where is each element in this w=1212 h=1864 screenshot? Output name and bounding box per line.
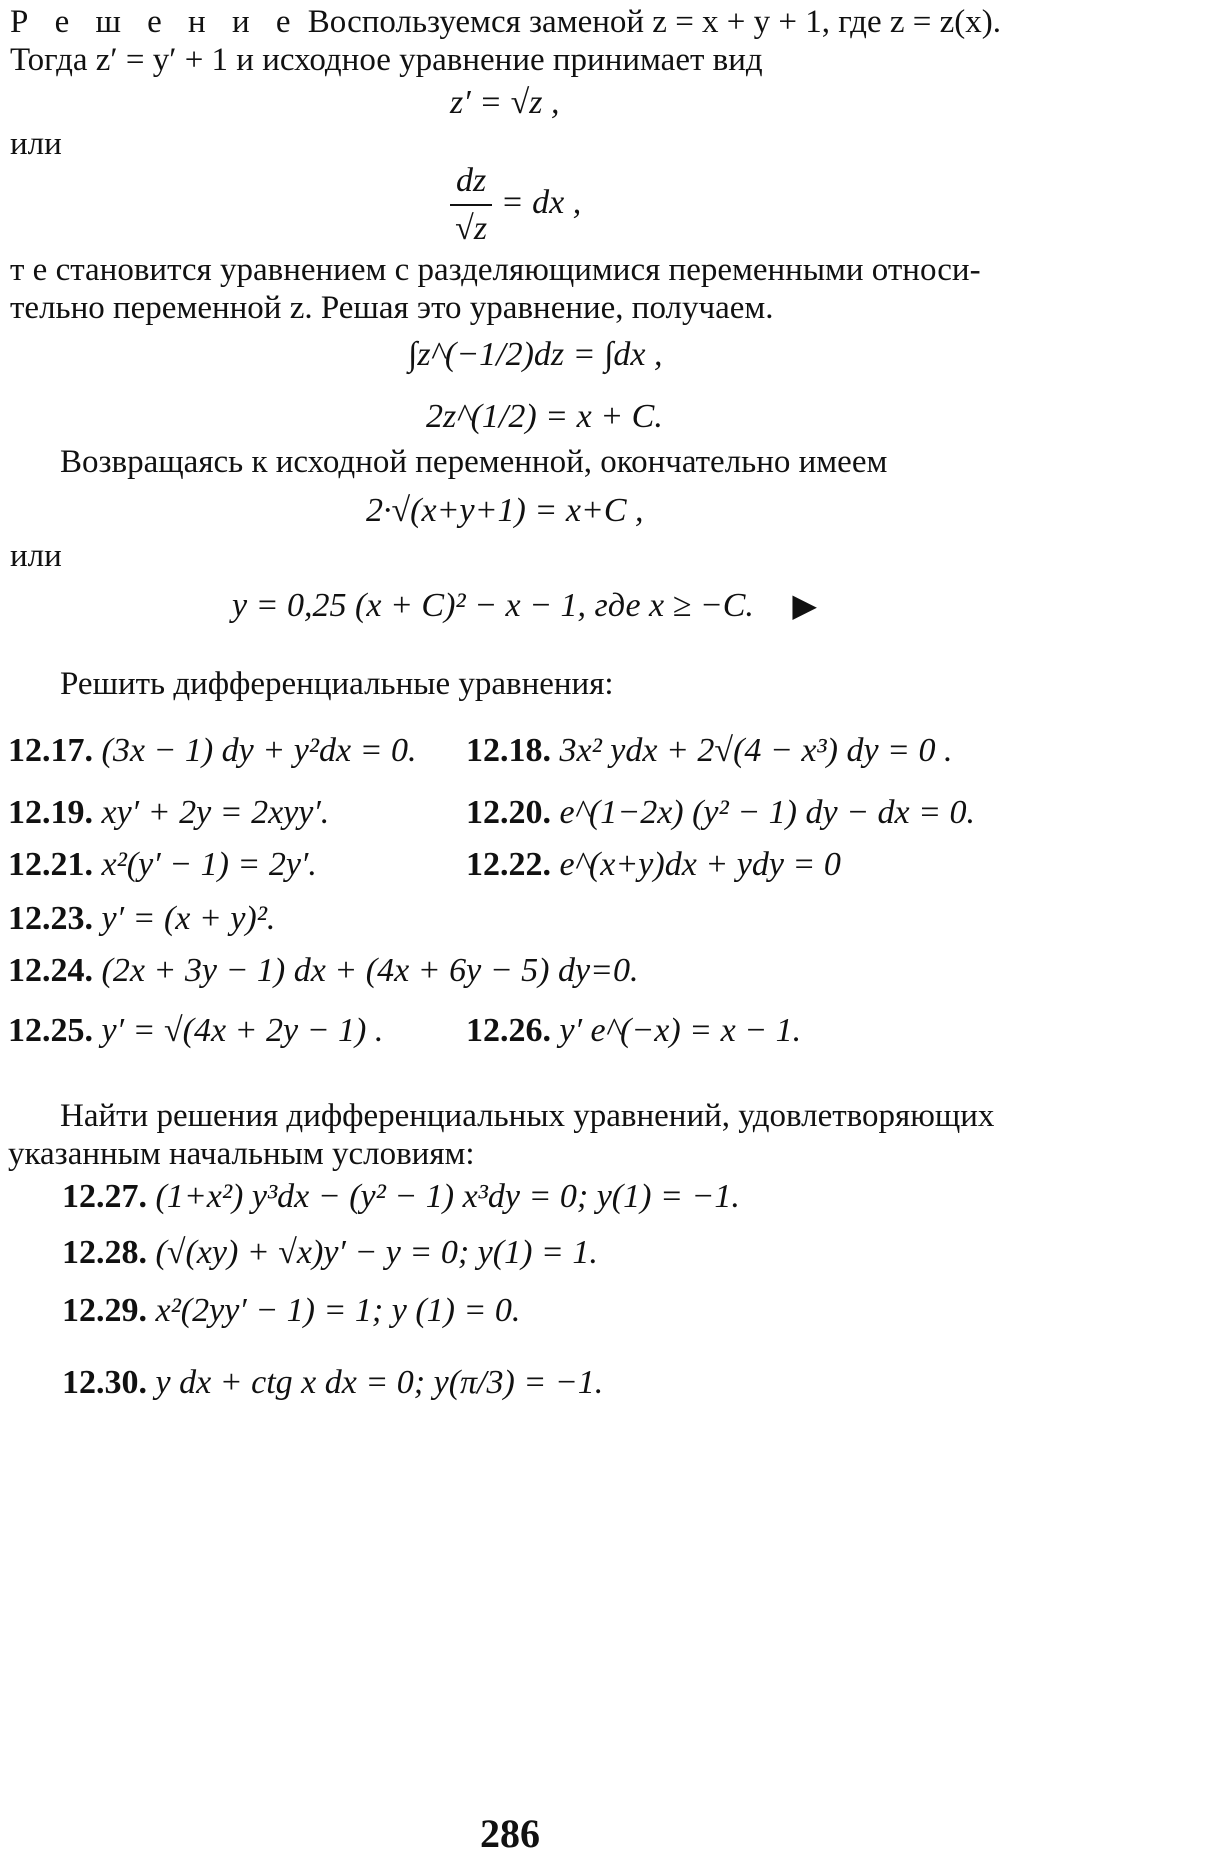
exercise-number: 12.30. [62, 1364, 147, 1401]
exercise-number: 12.22. [466, 846, 551, 883]
exercise-12-23 [8, 898, 275, 940]
exercise-expression: (1+x²) y³dx − (y² − 1) x³dy = 0; y(1) = −1. [155, 1178, 740, 1215]
end-of-solution-marker: ▶ [792, 587, 818, 623]
exercise-expression: xy′ + 2y = 2xyy′. [101, 794, 330, 831]
exercise-number: 12.26. [466, 1012, 551, 1049]
exercise-12-25 [8, 1010, 383, 1052]
exercise-12-22 [466, 844, 841, 886]
exercise-expression: x²(y′ − 1) = 2y′. [101, 846, 317, 883]
exercise-expression: y dx + ctg x dx = 0; y(π/3) = −1. [155, 1364, 604, 1401]
exercise-12-20 [466, 792, 975, 834]
equation-explicit [232, 584, 817, 627]
exercise-12-21 [8, 844, 317, 886]
equation-final: 2·√(x+y+1) = x+C , [366, 492, 644, 529]
task1-heading: Решить дифференциальные уравнения: [60, 666, 614, 702]
exercise-number: 12.18. [466, 732, 551, 769]
exercise-12-24 [8, 950, 639, 992]
exercise-expression: y′ e^(−x) = x − 1. [559, 1012, 802, 1049]
exercise-number: 12.20. [466, 794, 551, 831]
fraction-numerator: dz [450, 160, 492, 206]
exercise-expression: e^(1−2x) (y² − 1) dy − dx = 0. [559, 794, 976, 831]
exercise-12-27 [62, 1176, 740, 1218]
exercise-number: 12.24. [8, 952, 93, 989]
solution-line-2: Тогда z′ = y′ + 1 и исходное уравнение принимает вид [10, 42, 763, 78]
task2-heading-line-2: указанным начальным условиям: [8, 1136, 475, 1172]
exercise-expression: y′ = (x + y)². [101, 900, 276, 937]
exercise-12-28 [62, 1232, 598, 1274]
exercise-12-30 [62, 1362, 603, 1404]
fraction-rest: = dx , [500, 183, 582, 221]
exercise-number: 12.21. [8, 846, 93, 883]
equation-z-prime: z′ = √z , [450, 84, 560, 121]
page-number: 286 [480, 1811, 540, 1856]
exercise-12-17 [8, 730, 417, 772]
exercise-number: 12.19. [8, 794, 93, 831]
equation-integral: ∫z^(−1/2)dz = ∫dx , [408, 336, 663, 373]
exercise-12-18 [466, 730, 952, 772]
or-text-2: или [10, 538, 62, 574]
solution-intro: Воспользуемся заменой z = x + y + 1, где z = z(x). [299, 4, 1001, 40]
exercise-number: 12.17. [8, 732, 93, 769]
return-line: Возвращаясь к исходной переменной, окончательно имеем [60, 444, 888, 480]
equation-explicit-text: y = 0,25 (x + C)² − x − 1, где x ≥ −C. [232, 587, 754, 624]
exercise-expression: e^(x+y)dx + ydy = 0 [559, 846, 841, 883]
equation-dz-fraction [450, 160, 581, 250]
separable-line-2: тельно переменной z. Решая это уравнение, получаем. [10, 290, 774, 326]
exercise-number: 12.28. [62, 1234, 147, 1271]
exercise-expression: 3x² ydx + 2√(4 − x³) dy = 0 . [559, 732, 953, 769]
task2-heading-line-1: Найти решения дифференциальных уравнений, удовлетворяющих [60, 1098, 995, 1134]
exercise-number: 12.29. [62, 1292, 147, 1329]
separable-line-1: т е становится уравнением с разделяющимися переменными относи- [10, 252, 981, 288]
solution-label: Р е ш е н и е [10, 4, 300, 40]
exercise-expression: (3x − 1) dy + y²dx = 0. [101, 732, 417, 769]
exercise-expression: y′ = √(4x + 2y − 1) . [101, 1012, 384, 1049]
equation-integrated: 2z^(1/2) = x + C. [426, 398, 663, 435]
exercise-expression: (2x + 3y − 1) dx + (4x + 6y − 5) dy=0. [101, 952, 639, 989]
exercise-number: 12.27. [62, 1178, 147, 1215]
or-text-1: или [10, 126, 62, 162]
fraction-dz-over-sqrt-z [450, 160, 492, 250]
exercise-number: 12.23. [8, 900, 93, 937]
solution-line-1 [10, 2, 1001, 42]
exercise-number: 12.25. [8, 1012, 93, 1049]
exercise-12-26 [466, 1010, 801, 1052]
exercise-12-29 [62, 1290, 520, 1332]
fraction-denominator: √z [455, 210, 488, 247]
exercise-12-19 [8, 792, 329, 834]
exercise-expression: (√(xy) + √x)y′ − y = 0; y(1) = 1. [155, 1234, 598, 1271]
exercise-expression: x²(2yy′ − 1) = 1; y (1) = 0. [155, 1292, 521, 1329]
